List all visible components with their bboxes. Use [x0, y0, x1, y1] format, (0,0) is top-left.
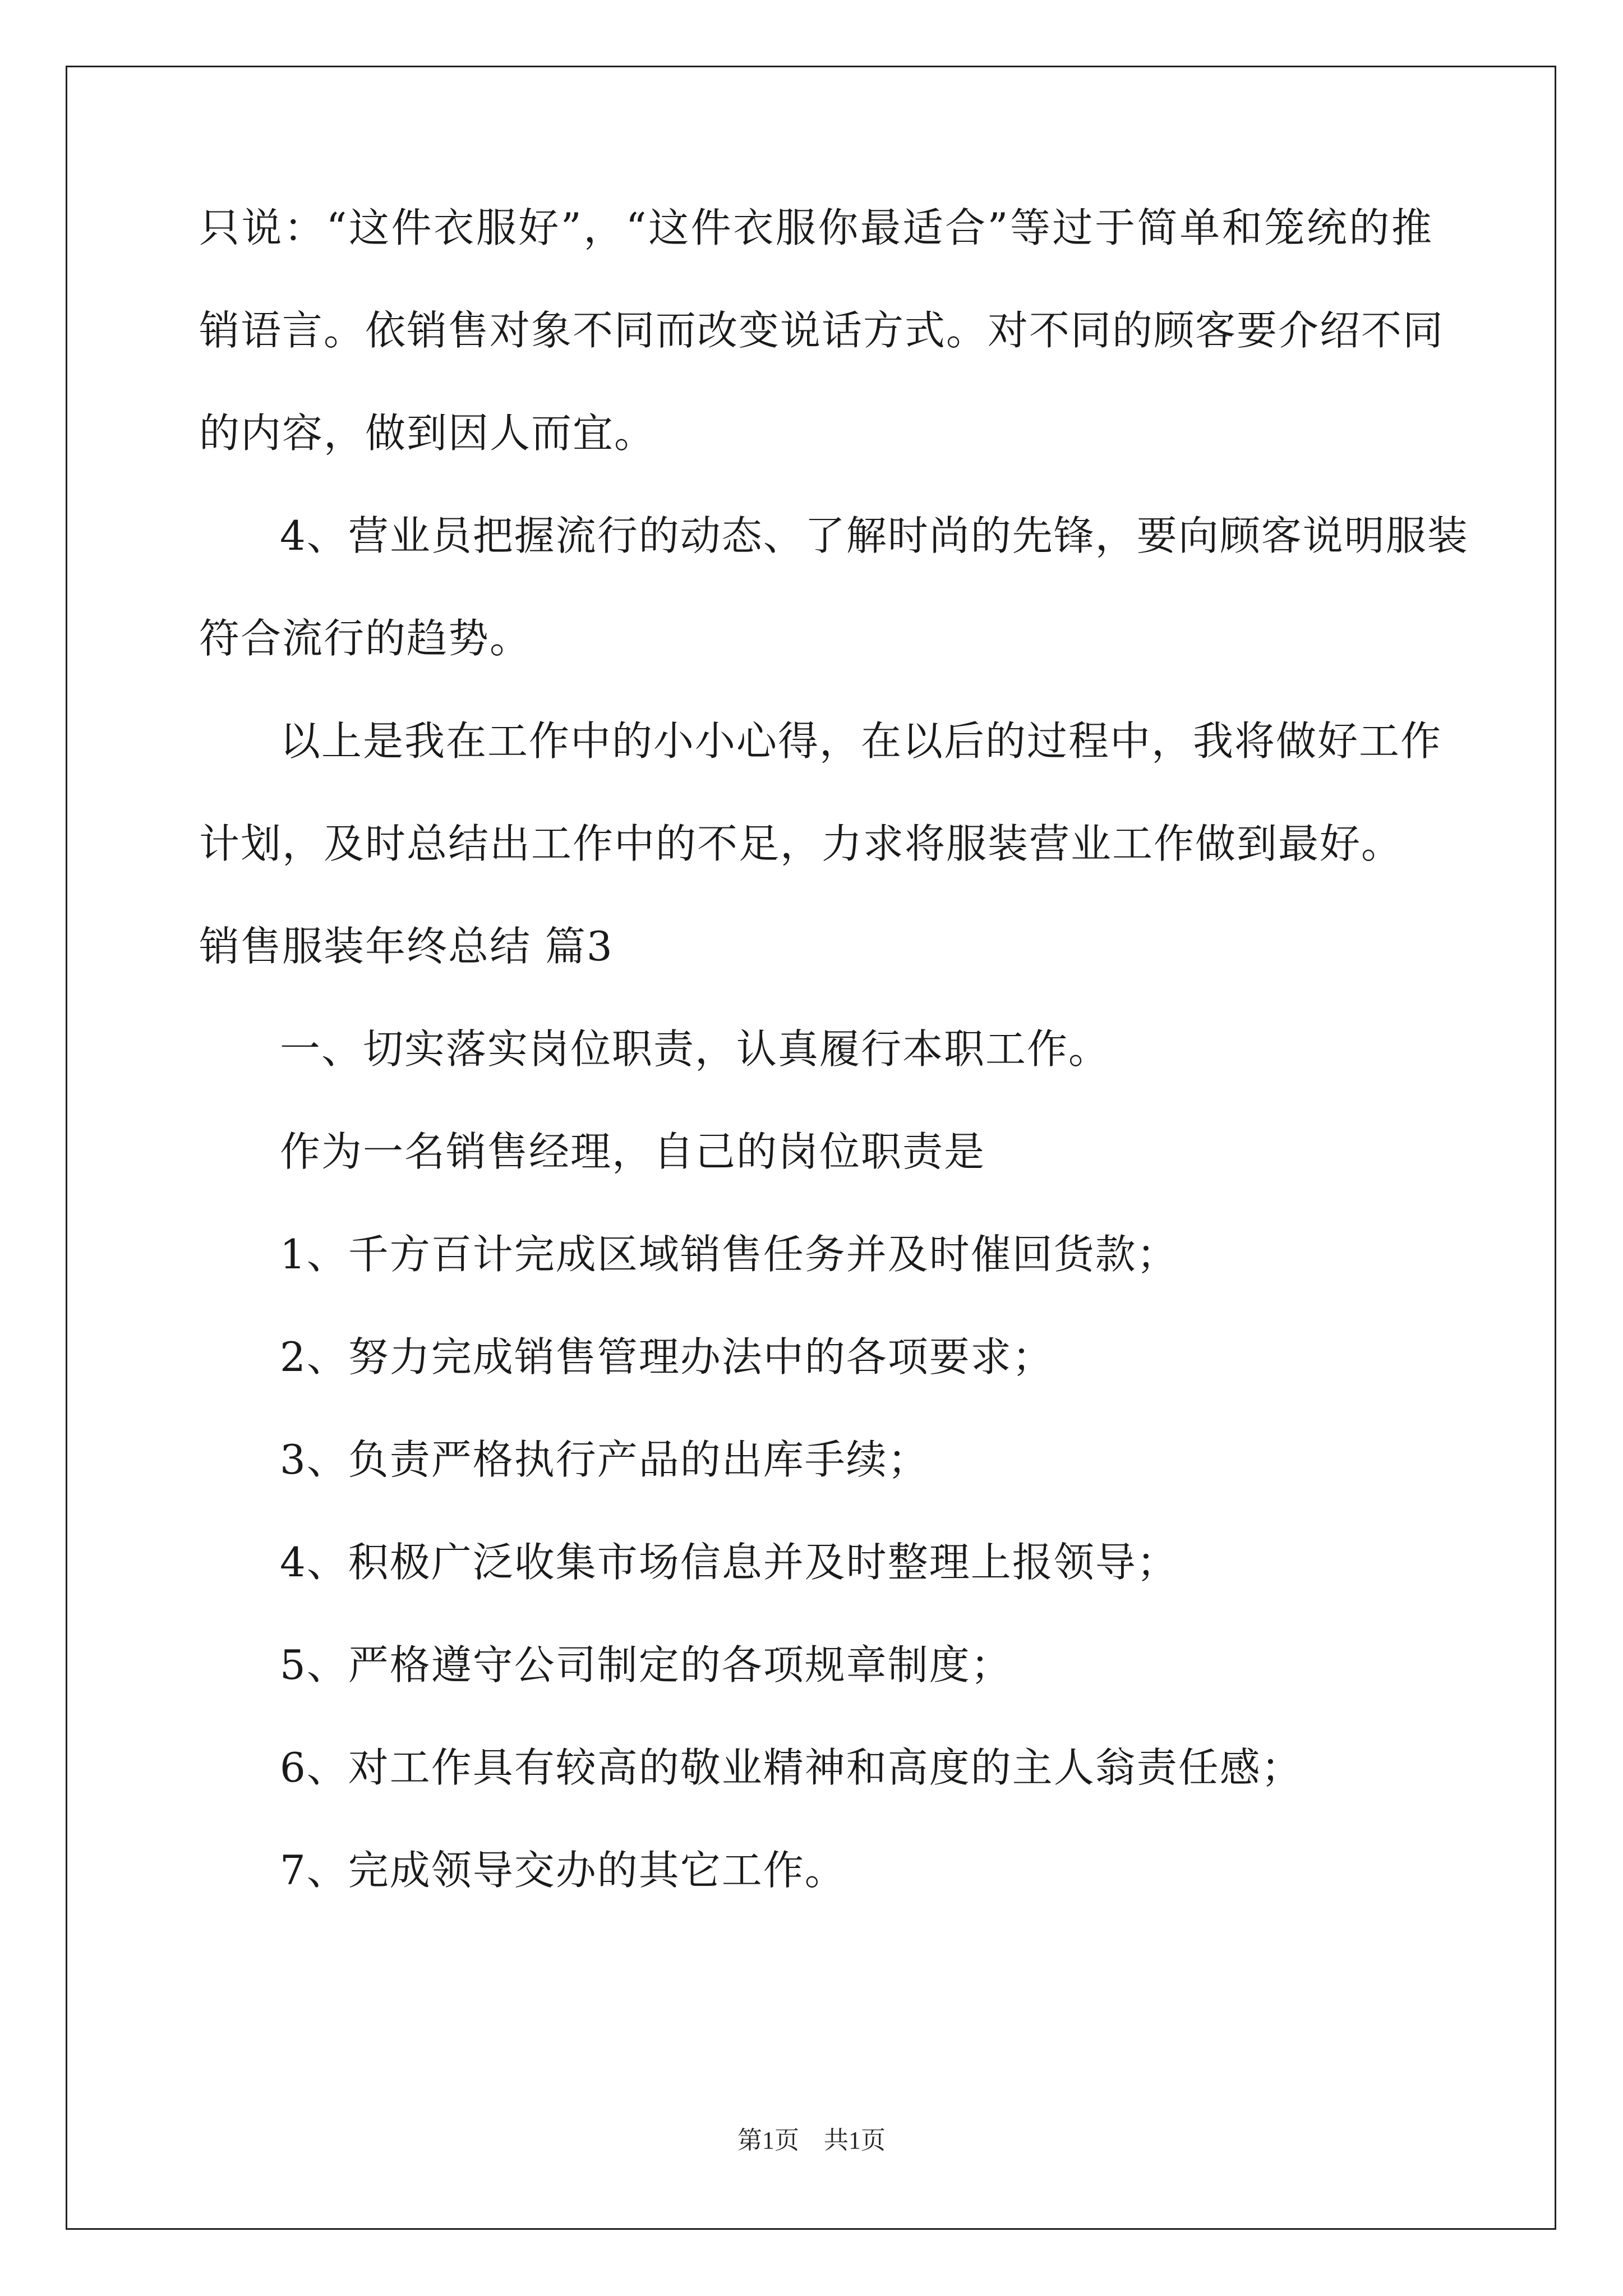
list-item: 1、千方百计完成区域销售任务并及时催回货款；	[280, 1231, 1178, 1278]
text-line: 只说：“这件衣服好”，“这件衣服你最适合”等过于简单和笼统的推	[199, 204, 1433, 251]
list-item: 6、对工作具有较高的敬业精神和高度的主人翁责任感；	[280, 1744, 1303, 1791]
text-line: 计划，及时总结出工作中的不足，力求将服装营业工作做到最好。	[199, 820, 1403, 867]
list-item: 5、严格遵守公司制定的各项规章制度；	[280, 1641, 1012, 1688]
text-line: 作为一名销售经理，自己的岗位职责是	[280, 1128, 986, 1175]
text-line: 销语言。依销售对象不同而改变说话方式。对不同的顾客要介绍不同	[199, 307, 1445, 354]
list-item: 7、完成领导交办的其它工作。	[280, 1847, 846, 1894]
text-line: 一、切实落实岗位职责，认真履行本职工作。	[280, 1025, 1110, 1073]
list-item: 3、负责严格执行产品的出库手续；	[280, 1436, 929, 1483]
list-item: 2、努力完成销售管理办法中的各项要求；	[280, 1333, 1054, 1381]
text-line: 以上是我在工作中的小小心得，在以后的过程中，我将做好工作	[280, 717, 1442, 765]
page-footer: 第1页 共1页	[737, 2127, 886, 2154]
text-line: 的内容，做到因人而宜。	[199, 409, 656, 457]
text-line: 符合流行的趋势。	[199, 615, 532, 662]
section-heading: 销售服装年终总结 篇3	[199, 923, 614, 970]
list-item: 4、积极广泛收集市场信息并及时整理上报领导；	[280, 1539, 1178, 1586]
text-line: 4、营业员把握流行的动态、了解时尚的先锋，要向顾客说明服装	[280, 512, 1469, 559]
